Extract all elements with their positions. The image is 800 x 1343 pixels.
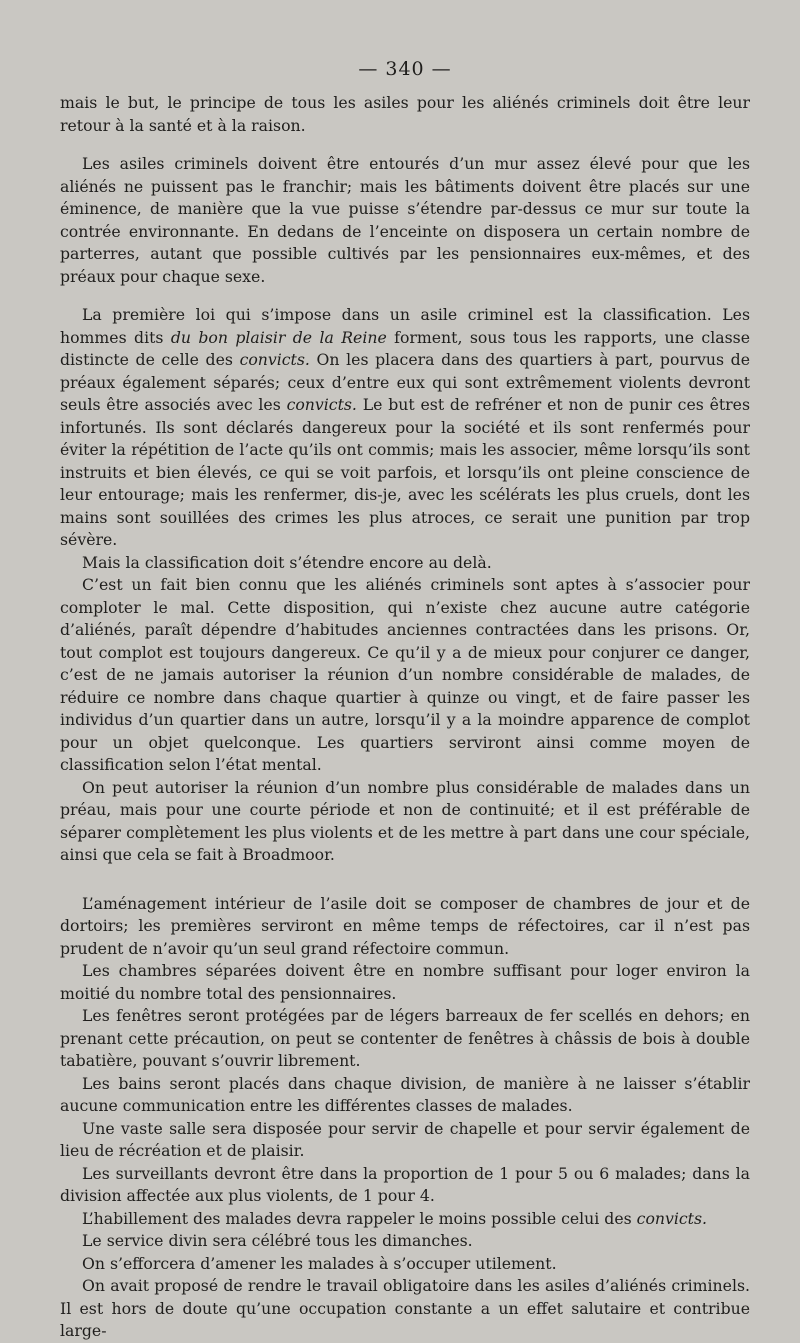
italic-text: du bon plaisir de la Reine	[170, 327, 387, 347]
text-segment: C’est un fait bien connu que les aliénés criminels sont aptes à s’associer pour comploter le mal. Cette disposition, qui n’existe chez aucune autre catégorie d’aliénés, paraît dépendre d’habitudes anciennes contractées dans les prisons. Or, tout complot est toujours dangereux. Ce qu’il y a de mieux pour conjurer ce danger, c’est de ne jamais autoriser la réunion d’un nombre considérable de malades, de réduire ce nombre dans chaque quartier à quinze ou vingt, et de faire passer les individus d’un quartier dans un autre, lorsqu’il y a la moindre apparence de complot pour un objet quelconque. Les quartiers serviront ainsi comme moyen de classification selon l’état mental.	[60, 575, 750, 774]
text-segment: Mais la classification doit s’étendre encore au delà.	[82, 552, 492, 572]
text-segment: Le but est de refréner et non de punir ces êtres infortunés. Ils sont déclarés dangereux pour la société et ils sont renfermés pour éviter la répétition de l’acte qu’ils ont commis; mais les associer, même lorsqu’ils sont instruits et bien élevés, ce qui se voit parfois, et lorsqu’ils ont pleine conscience de leur entourage; mais les renfermer, dis-je, avec les scélérats les plus cruels, dont les mains sont souillées des crimes les plus atroces, ce serait une punition par trop sévère.	[60, 395, 751, 549]
text-segment: Les surveillants devront être dans la proportion de 1 pour 5 ou 6 malades; dans la division affectée aux plus violents, de 1 pour 4.	[60, 1163, 750, 1205]
text-segment: On avait proposé de rendre le travail obligatoire dans les asiles d’aliénés criminels. Il est hors de doute qu’une occupation constante a un effet salutaire et contribue large-	[60, 1276, 750, 1340]
paragraph-p2	[60, 153, 750, 288]
italic-text: convicts.	[636, 1208, 707, 1228]
italic-text: convicts.	[239, 350, 310, 369]
paragraph-p8	[60, 960, 750, 1005]
paragraph-p10	[60, 1073, 750, 1118]
body-text	[60, 92, 750, 1343]
text-segment: mais le but, le principe de tous les asiles pour les aliénés criminels doit être leur retour à la santé et à la raison.	[60, 93, 750, 135]
text-segment: forment, sous tous les rapports, une classe distincte de celle des	[60, 327, 750, 369]
text-segment: On les placera dans des quartiers à part, pourvus de préaux également séparés; ceux d’entre eux qui sont extrêmement violents devront seuls être associés avec les	[60, 350, 750, 414]
text-segment: On s’efforcera d’amener les malades à s’occuper utilement.	[82, 1253, 557, 1273]
text-segment: L’aménagement intérieur de l’asile doit se composer de chambres de jour et de dortoirs; les premières serviront en même temps de réfectoires, car il n’est pas prudent de n’avoir qu’un seul grand réfectoire commun.	[60, 893, 750, 958]
paragraph-p11	[60, 1118, 750, 1163]
page-number: — 340 —	[358, 58, 452, 80]
text-segment: Une vaste salle sera disposée pour servir de chapelle et pour servir également de lieu de récréation et de plaisir.	[60, 1118, 750, 1160]
paragraph-p13	[60, 1208, 750, 1231]
paragraph-p3	[60, 304, 750, 552]
paragraph-p16	[60, 1275, 750, 1343]
text-segment: Les fenêtres seront protégées par de légers barreaux de fer scellés en dehors; en prenant cette précaution, on peut se contenter de fenêtres à châssis de bois à double tabatière, pouvant s’ouvrir librement.	[60, 1006, 750, 1070]
paragraph-p1	[60, 92, 750, 137]
paragraph-p12	[60, 1163, 750, 1208]
text-segment: Les bains seront placés dans chaque division, de manière à ne laisser s’établir aucune communication entre les différentes classes de malades.	[60, 1073, 750, 1115]
text-segment: Le service divin sera célébré tous les dimanches.	[82, 1231, 473, 1250]
text-segment: Les asiles criminels doivent être entourés d’un mur assez élevé pour que les aliénés ne puissent pas le franchir; mais les bâtiments doivent être placés sur une éminence, de manière que la vue puisse s’étendre par-dessus ce mur sur toute la contrée environnante. En dedans de l’enceinte on disposera un certain nombre de parterres, autant que possible cultivés par les pensionnaires eux-mêmes, et des préaux pour chaque sexe.	[60, 154, 750, 286]
paragraph-p7	[60, 893, 750, 961]
text-segment: L’habillement des malades devra rappeler le moins possible celui des	[82, 1208, 637, 1228]
text-segment: On peut autoriser la réunion d’un nombre plus considérable de malades dans un préau, mais pour une courte période et non de continuité; et il est préférable de séparer complètement les plus violents et de les mettre à part dans une cour spéciale, ainsi que cela se fait à Broadmoor.	[60, 777, 750, 864]
italic-text: convicts.	[286, 395, 357, 414]
paragraph-p14	[60, 1230, 750, 1253]
paragraph-p9	[60, 1005, 750, 1073]
paragraph-p4	[60, 552, 750, 575]
paragraph-p6	[60, 777, 750, 867]
text-segment: La première loi qui s’impose dans un asile criminel est la classification. Les hommes dits	[60, 305, 750, 347]
text-segment: Les chambres séparées doivent être en nombre suffisant pour loger environ la moitié du nombre total des pensionnaires.	[60, 961, 750, 1003]
paragraph-p15	[60, 1253, 750, 1276]
paragraph-p5	[60, 574, 750, 777]
